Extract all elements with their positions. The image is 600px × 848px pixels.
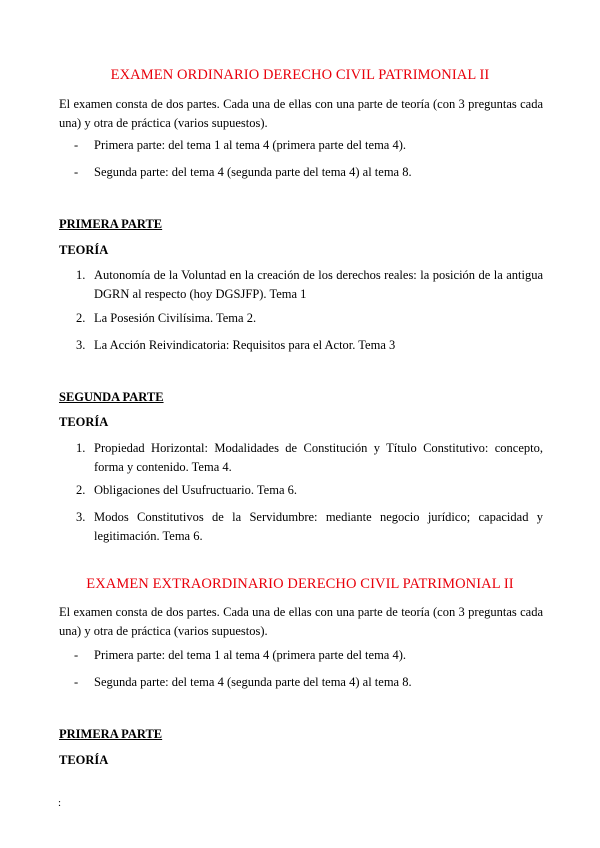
bullet-dash: -	[74, 138, 79, 152]
extraordinario-title: EXAMEN EXTRAORDINARIO DERECHO CIVIL PATRIMONIAL II	[86, 576, 514, 592]
extraordinario-primera-subheading: TEORÍA	[59, 753, 109, 767]
item-text: Obligaciones del Usufructuario. Tema 6.	[94, 483, 298, 497]
item-number: 3.	[76, 510, 86, 524]
ordinario-title: EXAMEN ORDINARIO DERECHO CIVIL PATRIMONIAL II	[110, 67, 490, 83]
item-text: La Acción Reivindicatoria: Requisitos para el Actor. Tema 3	[94, 338, 396, 352]
item-number: 1.	[76, 441, 86, 455]
bullet-text: Segunda parte: del tema 4 (segunda parte del tema 4) al tema 8.	[94, 165, 412, 179]
extraordinario-intro: El examen consta de dos partes. Cada una de ellas con una parte de teoría (con 3 preguntas cada una) y otra de práctica (varios supuestos).	[59, 605, 543, 638]
bullet-dash: -	[74, 648, 79, 662]
item-number: 2.	[76, 483, 86, 497]
item-number: 2.	[76, 311, 86, 325]
item-text: Autonomía de la Voluntad en la creación de los derechos reales: la posición de la antigua DGRN al respecto (hoy DGSJFP). Tema 1	[94, 268, 543, 301]
bullet-dash: -	[74, 675, 79, 689]
item-text: Modos Constitutivos de la Servidumbre: mediante negocio jurídico; capacidad y legitimación. Tema 6.	[94, 510, 543, 543]
item-text: La Posesión Civilísima. Tema 2.	[94, 311, 257, 325]
bullet-text: Primera parte: del tema 1 al tema 4 (primera parte del tema 4).	[94, 138, 407, 152]
ordinario-intro: El examen consta de dos partes. Cada una de ellas con una parte de teoría (con 3 preguntas cada una) y otra de práctica (varios supuestos).	[59, 97, 543, 130]
extraordinario-primera-heading: PRIMERA PARTE	[59, 727, 163, 741]
item-number: 3.	[76, 338, 86, 352]
ordinario-primera-subheading: TEORÍA	[59, 243, 109, 257]
bullet-text: Segunda parte: del tema 4 (segunda parte del tema 4) al tema 8.	[94, 675, 412, 689]
bullet-text: Primera parte: del tema 1 al tema 4 (primera parte del tema 4).	[94, 648, 407, 662]
footer-mark: :	[58, 797, 62, 809]
ordinario-primera-heading: PRIMERA PARTE	[59, 217, 163, 231]
bullet-dash: -	[74, 165, 79, 179]
ordinario-segunda-heading: SEGUNDA PARTE	[59, 390, 164, 404]
item-text: Propiedad Horizontal: Modalidades de Constitución y Título Constitutivo: concepto, forma y contenido. Tema 4.	[94, 441, 543, 474]
item-number: 1.	[76, 268, 86, 282]
ordinario-segunda-subheading: TEORÍA	[59, 415, 109, 429]
